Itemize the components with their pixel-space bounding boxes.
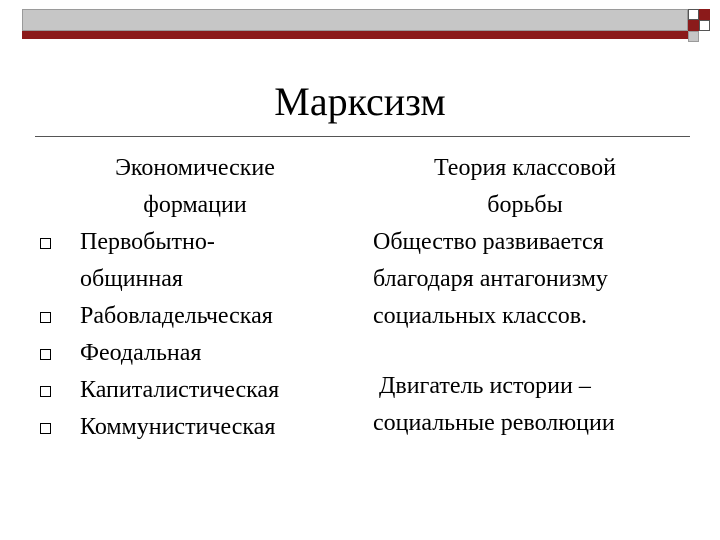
left-heading-line: Экономические [115,155,275,181]
right-column-heading [390,150,660,224]
list-item [35,372,345,409]
corner-square-red [688,20,699,31]
header-gray-bar [22,9,688,31]
list-item [35,224,345,298]
left-column-heading [60,150,330,224]
list-item [35,409,345,446]
list-item-text: общинная [80,266,183,292]
square-bullet-icon [40,312,51,323]
square-bullet-icon [40,238,51,249]
list-item [35,298,345,335]
formations-list [35,224,345,446]
list-item-text: Феодальная [80,340,202,366]
square-bullet-icon [40,423,51,434]
list-item-text: Коммунистическая [80,414,276,440]
list-item [35,335,345,372]
left-heading-line: формации [143,192,247,218]
paragraph-line: Общество развивается [373,229,604,255]
header-red-bar [22,31,688,39]
history-driver-paragraph [373,368,673,442]
square-bullet-icon [40,349,51,360]
right-heading-line: Теория классовой [434,155,616,181]
slide-title-text: Марксизм [274,79,446,124]
slide-title [0,78,720,126]
corner-square-gray [688,31,699,42]
list-item-text: Первобытно- [80,229,215,255]
paragraph-line: социальных классов. [373,303,588,329]
title-underline [35,136,690,137]
list-item-text: Рабовладельческая [80,303,273,329]
paragraph-line: социальные революции [373,410,615,436]
right-heading-line: борьбы [487,192,563,218]
corner-square-outline [688,9,699,20]
corner-square-red [699,9,710,20]
corner-square-outline [699,20,710,31]
square-bullet-icon [40,386,51,397]
class-struggle-paragraph [373,224,673,335]
paragraph-line: благодаря антагонизму [373,266,608,292]
list-item-text: Капиталистическая [80,377,280,403]
paragraph-line: Двигатель истории – [373,373,591,399]
